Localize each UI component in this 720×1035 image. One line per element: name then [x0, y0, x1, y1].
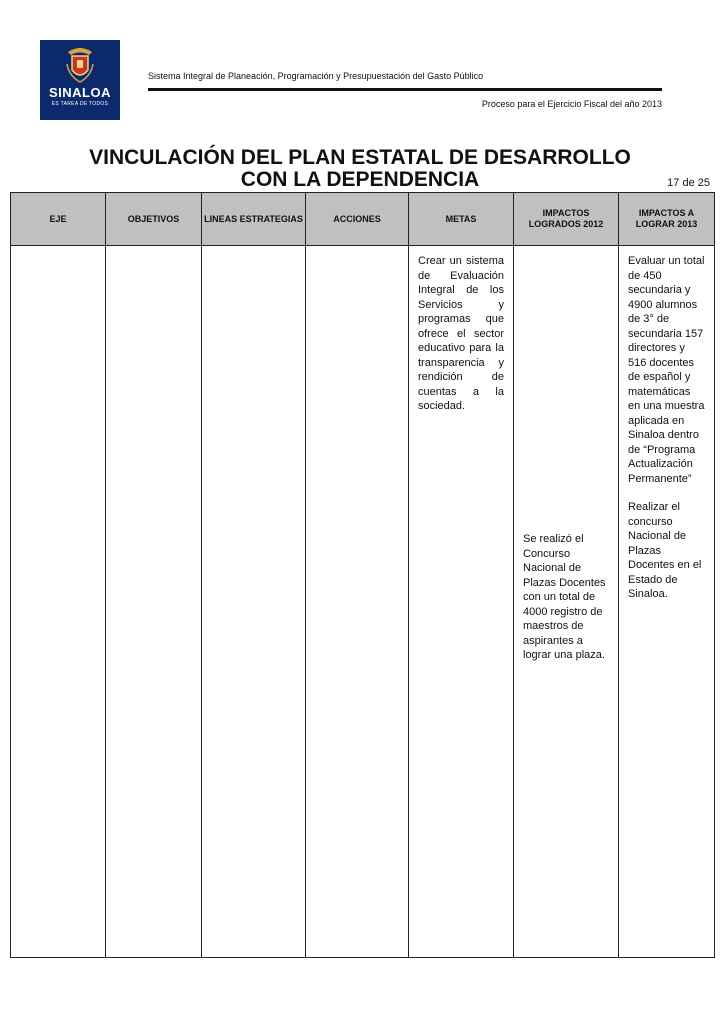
sinaloa-logo — [40, 40, 120, 120]
system-title: Sistema Integral de Planeación, Programación y Presupuestación del Gasto Público — [148, 71, 484, 81]
title-line-1: VINCULACIÓN DEL PLAN ESTATAL DE DESARROLLO — [89, 146, 631, 169]
cell-metas — [409, 246, 514, 958]
coat-of-arms-icon — [65, 46, 95, 84]
header-eje: EJE — [11, 193, 106, 246]
metas-text: Crear un sistema de Evaluación Integral de los Servicios y programas que ofrece el sector educativo para la transparencia y rendición de cuentas a la sociedad. — [418, 255, 504, 412]
table-header-row — [11, 193, 715, 246]
cell-lineas-estrategias — [202, 246, 306, 958]
page-number: 17 de 25 — [667, 177, 710, 189]
title-line-2: CON LA DEPENDENCIA — [240, 168, 480, 191]
process-label: Proceso para el Ejercicio Fiscal del año 2013 — [481, 99, 662, 109]
plan-linkage-table — [10, 192, 715, 958]
header-objetivos: OBJETIVOS — [106, 193, 202, 246]
cell-impactos-a-lograr — [619, 246, 715, 958]
cell-spacer — [523, 254, 609, 532]
cell-impactos-logrados — [514, 246, 619, 958]
header-metas: METAS — [409, 193, 514, 246]
impactos-a-lograr-text-2: Realizar el concurso Nacional de Plazas Docentes en el Estado de Sinaloa. — [628, 501, 702, 600]
header-lineas-estrategias: LINEAS ESTRATEGIAS — [202, 193, 306, 246]
logo-tagline: ES TAREA DE TODOS — [51, 101, 109, 107]
impactos-logrados-text: Se realizó el Concurso Nacional de Plazas Docentes con un total de 4000 registro de maestros de aspirantes a lograr una plaza. — [523, 533, 606, 661]
table-row — [11, 246, 715, 958]
header-divider — [148, 88, 662, 91]
cell-objetivos — [106, 246, 202, 958]
logo-brand-text: SINALOA — [49, 85, 111, 100]
impactos-a-lograr-text-1: Evaluar un total de 450 secundaria y 4900 alumnos de 3° de secundaria 157 directores y 516 docentes de español y matemáticas en una muestra aplicada en Sinaloa dentro de “Programa Actualización Permanente” — [628, 255, 705, 485]
header-impactos-logrados: IMPACTOS LOGRADOS 2012 — [514, 193, 619, 246]
page-title — [0, 147, 720, 191]
header-impactos-a-lograr: IMPACTOS A LOGRAR 2013 — [619, 193, 715, 246]
cell-eje — [11, 246, 106, 958]
cell-acciones — [306, 246, 409, 958]
header-acciones: ACCIONES — [306, 193, 409, 246]
